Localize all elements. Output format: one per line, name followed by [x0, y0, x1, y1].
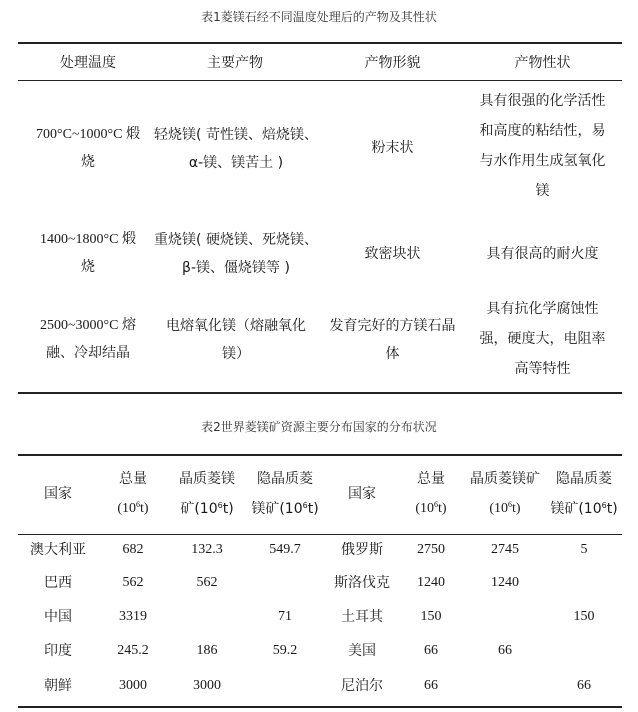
table2-cell-x2: 1240 [491, 575, 519, 590]
table2-cell-t2: 150 [420, 609, 442, 624]
table2-header-crypto-left: 隐晶质菱 镁矿$(10^6t)$ [251, 471, 319, 517]
table2-cell-t1: 3319 [119, 609, 147, 624]
table2-cell-c2: 尼泊尔 [341, 678, 383, 694]
table2-header-crypto-right: 隐晶质菱 镁矿$(10^6t)$ [550, 471, 618, 517]
table2-cell-t1: 3000 [119, 678, 147, 693]
table2-cell-y1: 59.2 [272, 643, 298, 658]
table2-cell-c1: 澳大利亚 [30, 542, 86, 558]
table2-header-total-right: 总量 $(10^6t)$ [415, 471, 447, 516]
table2-header-total-left: 总量 $(10^6t)$ [117, 471, 149, 516]
table1-row2-shape: 致密块状 [364, 246, 421, 262]
table1-header-rule [18, 80, 622, 81]
table1-row2-property: 具有很高的耐火度 [486, 246, 599, 262]
table2-cell-x1: 132.3 [191, 542, 223, 557]
table1-row3-property: 具有抗化学腐蚀性 强，硬度大，电阻率 高等特性 [479, 301, 606, 377]
table1-header-temp: 处理温度 [60, 55, 116, 71]
table2-top-rule [18, 454, 622, 456]
table2-cell-x1: 3000 [193, 678, 221, 693]
table1-row3-product: 电熔氧化镁（熔融氧化 镁） [166, 318, 306, 362]
table1-header-product: 主要产物 [207, 55, 263, 71]
table2-cell-y1: 71 [278, 609, 292, 624]
table2-caption: 表2世界菱镁矿资源主要分布国家的分布状况 [201, 420, 437, 434]
table2-cell-y2: 66 [577, 678, 591, 693]
table1-header-shape: 产物形貌 [364, 55, 421, 71]
table2-header-crystal-right: 晶质菱镁矿 $(10^6t)$ [470, 471, 540, 516]
table1-bottom-rule [18, 392, 622, 394]
table2-cell-x2: 66 [498, 643, 512, 658]
table2-cell-c2: 美国 [348, 643, 376, 659]
table2-cell-c2: 斯洛伐克 [334, 575, 390, 591]
table2-header-crystal-left: 晶质菱镁 矿$(10^6t)$ [179, 471, 235, 517]
table2-cell-t2: 66 [424, 678, 438, 693]
table1-caption: 表1菱镁石经不同温度处理后的产物及其性状 [201, 10, 437, 24]
table1-row2-product: 重烧镁( 硬烧镁、死烧镁、 β-镁、僵烧镁等 ) [154, 232, 318, 276]
table2-cell-c2: 俄罗斯 [341, 542, 383, 558]
table2-header-country-left: 国家 [44, 486, 72, 502]
table2-cell-t1: 682 [122, 542, 144, 557]
table2-cell-y2: 150 [573, 609, 595, 624]
table2-header-rule [18, 534, 622, 535]
table2-cell-x1: 562 [196, 575, 218, 590]
table2-cell-t1: 562 [122, 575, 144, 590]
table2-cell-x1: 186 [196, 643, 218, 658]
table2-cell-c1: 朝鲜 [44, 678, 72, 694]
table2-cell-y1: 549.7 [269, 542, 301, 557]
table1-top-rule [18, 42, 622, 44]
table1-header-property: 产物性状 [514, 55, 571, 71]
table1-row3-shape: 发育完好的方镁石晶 体 [329, 318, 456, 362]
table2-cell-t2: 66 [424, 643, 438, 658]
table2-cell-c1: 中国 [44, 609, 72, 625]
table1-row1-property: 具有很强的化学活性 和高度的粘结性，易 与水作用生成氢氧化 镁 [479, 93, 606, 199]
table2-cell-t2: 1240 [417, 575, 445, 590]
table1-row2-temp: 1400~1800°C 煅 烧 [39, 232, 136, 275]
table1-row1-product: 轻烧镁( 苛性镁、焙烧镁、 α-镁、镁苦土 ) [154, 127, 318, 171]
table1-row3-temp: 2500~3000°C 熔 融、冷却结晶 [39, 318, 136, 361]
table2-bottom-rule [18, 706, 622, 708]
table2-header-country-right: 国家 [348, 486, 376, 502]
table2-cell-x2: 2745 [491, 542, 519, 557]
table2-cell-t2: 2750 [417, 542, 445, 557]
table2-cell-t1: 245.2 [117, 643, 149, 658]
table1-row1-shape: 粉末状 [371, 140, 414, 156]
table2-cell-c1: 印度 [44, 643, 72, 659]
table1-row1-temp: 700°C~1000°C 煅 烧 [36, 127, 140, 170]
table2-cell-y2: 5 [580, 542, 588, 557]
table2-cell-c2: 土耳其 [341, 609, 383, 625]
table2-cell-c1: 巴西 [44, 575, 72, 591]
